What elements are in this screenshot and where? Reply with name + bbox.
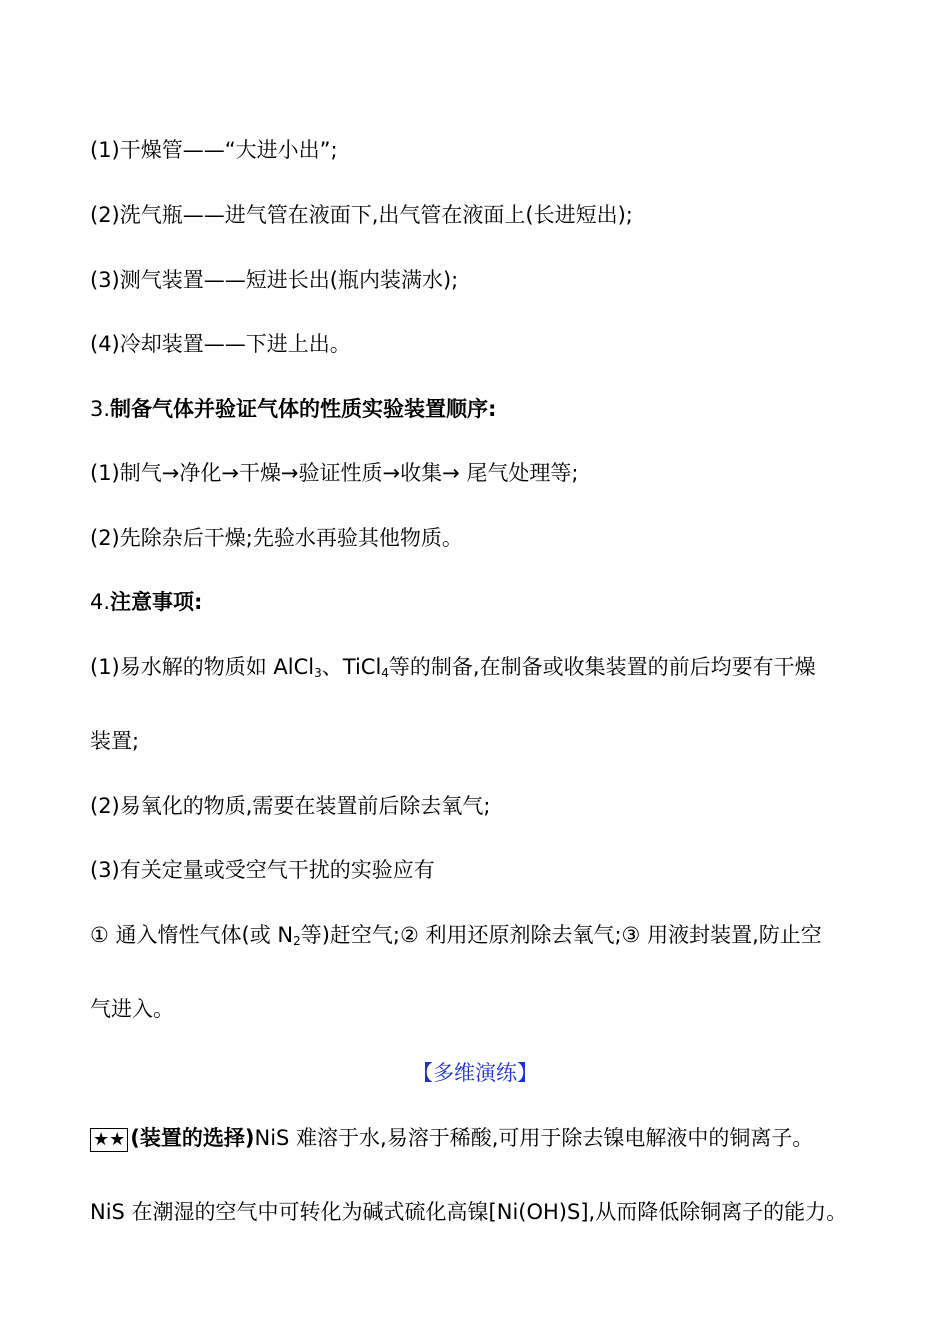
item-4-part-b: 等)赶空气;② 利用还原剂除去氧气;③ 用液封装置,防止空 — [300, 923, 822, 947]
item-4-part-a: ① 通入惰性气体(或 N — [90, 923, 294, 947]
difficulty-stars-icon: ★★ — [90, 1128, 128, 1152]
cooling-device-line: (4)冷却装置——下进上出。 — [90, 332, 351, 356]
n2-subscript: 2 — [293, 934, 301, 948]
section-4-item-1 — [90, 653, 816, 681]
ticl4-subscript: 4 — [381, 666, 389, 680]
item-1-part-a: (1)易水解的物质如 AlCl — [90, 655, 315, 679]
drying-tube-line: (1)干燥管——“大进小出”; — [90, 138, 338, 162]
section-4-number: 4. — [90, 590, 111, 614]
section-4-item-1-continued: 装置; — [90, 729, 140, 753]
section-3-item-1: (1)制气→净化→干燥→验证性质→收集→ 尾气处理等; — [90, 461, 579, 485]
question-tag: (装置的选择) — [130, 1126, 255, 1150]
question-text-1: NiS 难溶于水,易溶于稀酸,可用于除去镍电解液中的铜离子。 — [254, 1126, 814, 1150]
section-4-item-4 — [90, 921, 822, 949]
section-3-heading — [90, 395, 496, 423]
section-4-title: 注意事项: — [110, 590, 203, 614]
practice-heading: 【多维演练】 — [412, 1061, 538, 1085]
item-1-part-b: 、TiCl — [321, 655, 382, 679]
section-3-item-2: (2)先除杂后干燥;先验水再验其他物质。 — [90, 526, 463, 550]
alcl3-subscript: 3 — [314, 666, 322, 680]
gas-measuring-line: (3)测气装置——短进长出(瓶内装满水); — [90, 268, 459, 292]
section-4-item-2: (2)易氧化的物质,需要在装置前后除去氧气; — [90, 794, 491, 818]
section-4-item-4-continued: 气进入。 — [90, 997, 174, 1021]
section-3-number: 3. — [90, 397, 111, 421]
item-1-part-c: 等的制备,在制备或收集装置的前后均要有干燥 — [388, 655, 816, 679]
section-4-heading — [90, 588, 202, 616]
section-3-title: 制备气体并验证气体的性质实验装置顺序: — [110, 397, 497, 421]
practice-question-line-1 — [90, 1124, 813, 1152]
practice-question-line-2: NiS 在潮湿的空气中可转化为碱式硫化高镍[Ni(OH)S],从而降低除铜离子的能力。 — [90, 1200, 848, 1224]
gas-washing-bottle-line: (2)洗气瓶——进气管在液面下,出气管在液面上(长进短出); — [90, 203, 633, 227]
section-4-item-3: (3)有关定量或受空气干扰的实验应有 — [90, 858, 435, 882]
